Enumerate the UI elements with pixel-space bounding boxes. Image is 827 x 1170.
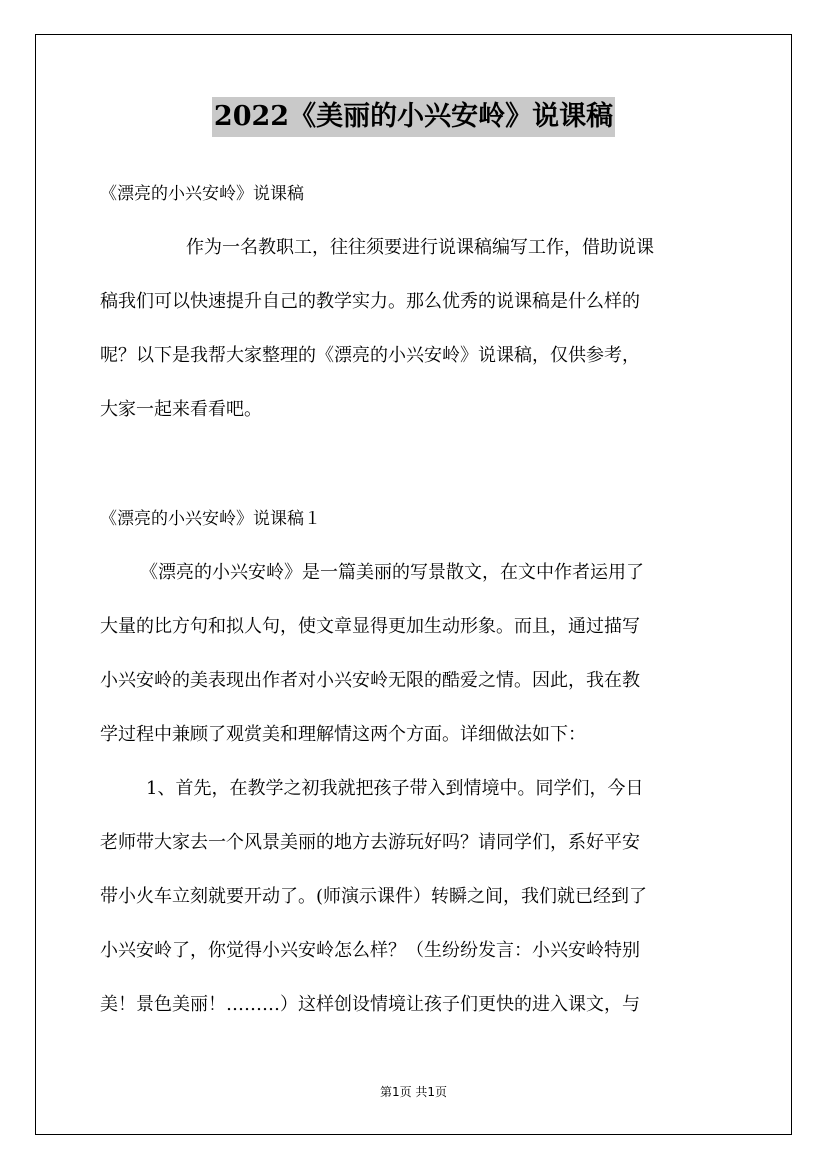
body-line-9: 美！景色美丽！………）这样创设情境让孩子们更快的进入课文，与	[100, 994, 640, 1015]
intro-line-1: 作为一名教职工，往往须要进行说课稿编写工作，借助说课	[186, 237, 654, 258]
body-line-5: 1、首先，在教学之初我就把孩子带入到情境中。同学们，今日	[146, 778, 644, 799]
body-line-8: 小兴安岭了，你觉得小兴安岭怎么样？（生纷纷发言：小兴安岭特别	[100, 940, 640, 961]
body-line-1: 《漂亮的小兴安岭》是一篇美丽的写景散文，在文中作者运用了	[140, 562, 644, 583]
intro-line-4: 大家一起来看看吧。	[100, 399, 262, 420]
body-line-6: 老师带大家去一个风景美丽的地方去游玩好吗？请同学们，系好平安	[100, 832, 640, 853]
body-line-4: 学过程中兼顾了观赏美和理解情这两个方面。详细做法如下：	[100, 724, 586, 745]
title-container	[0, 97, 827, 137]
section-heading: 《漂亮的小兴安岭》说课稿１	[100, 509, 321, 529]
body-line-7: 带小火车立刻就要开动了。(师演示课件）转瞬之间，我们就已经到了	[100, 886, 648, 907]
intro-line-3: 呢？以下是我帮大家整理的《漂亮的小兴安岭》说课稿，仅供参考，	[100, 345, 640, 366]
body-line-2: 大量的比方句和拟人句，使文章显得更加生动形象。而且，通过描写	[100, 616, 640, 637]
body-line-3: 小兴安岭的美表现出作者对小兴安岭无限的酷爱之情。因此，我在教	[100, 670, 640, 691]
document-title: 2022《美丽的小兴安岭》说课稿	[212, 97, 615, 137]
intro-line-2: 稿我们可以快速提升自己的教学实力。那么优秀的说课稿是什么样的	[100, 291, 640, 312]
document-subtitle: 《漂亮的小兴安岭》说课稿	[100, 184, 304, 204]
page-number-footer: 第1页 共1页	[379, 1085, 448, 1099]
